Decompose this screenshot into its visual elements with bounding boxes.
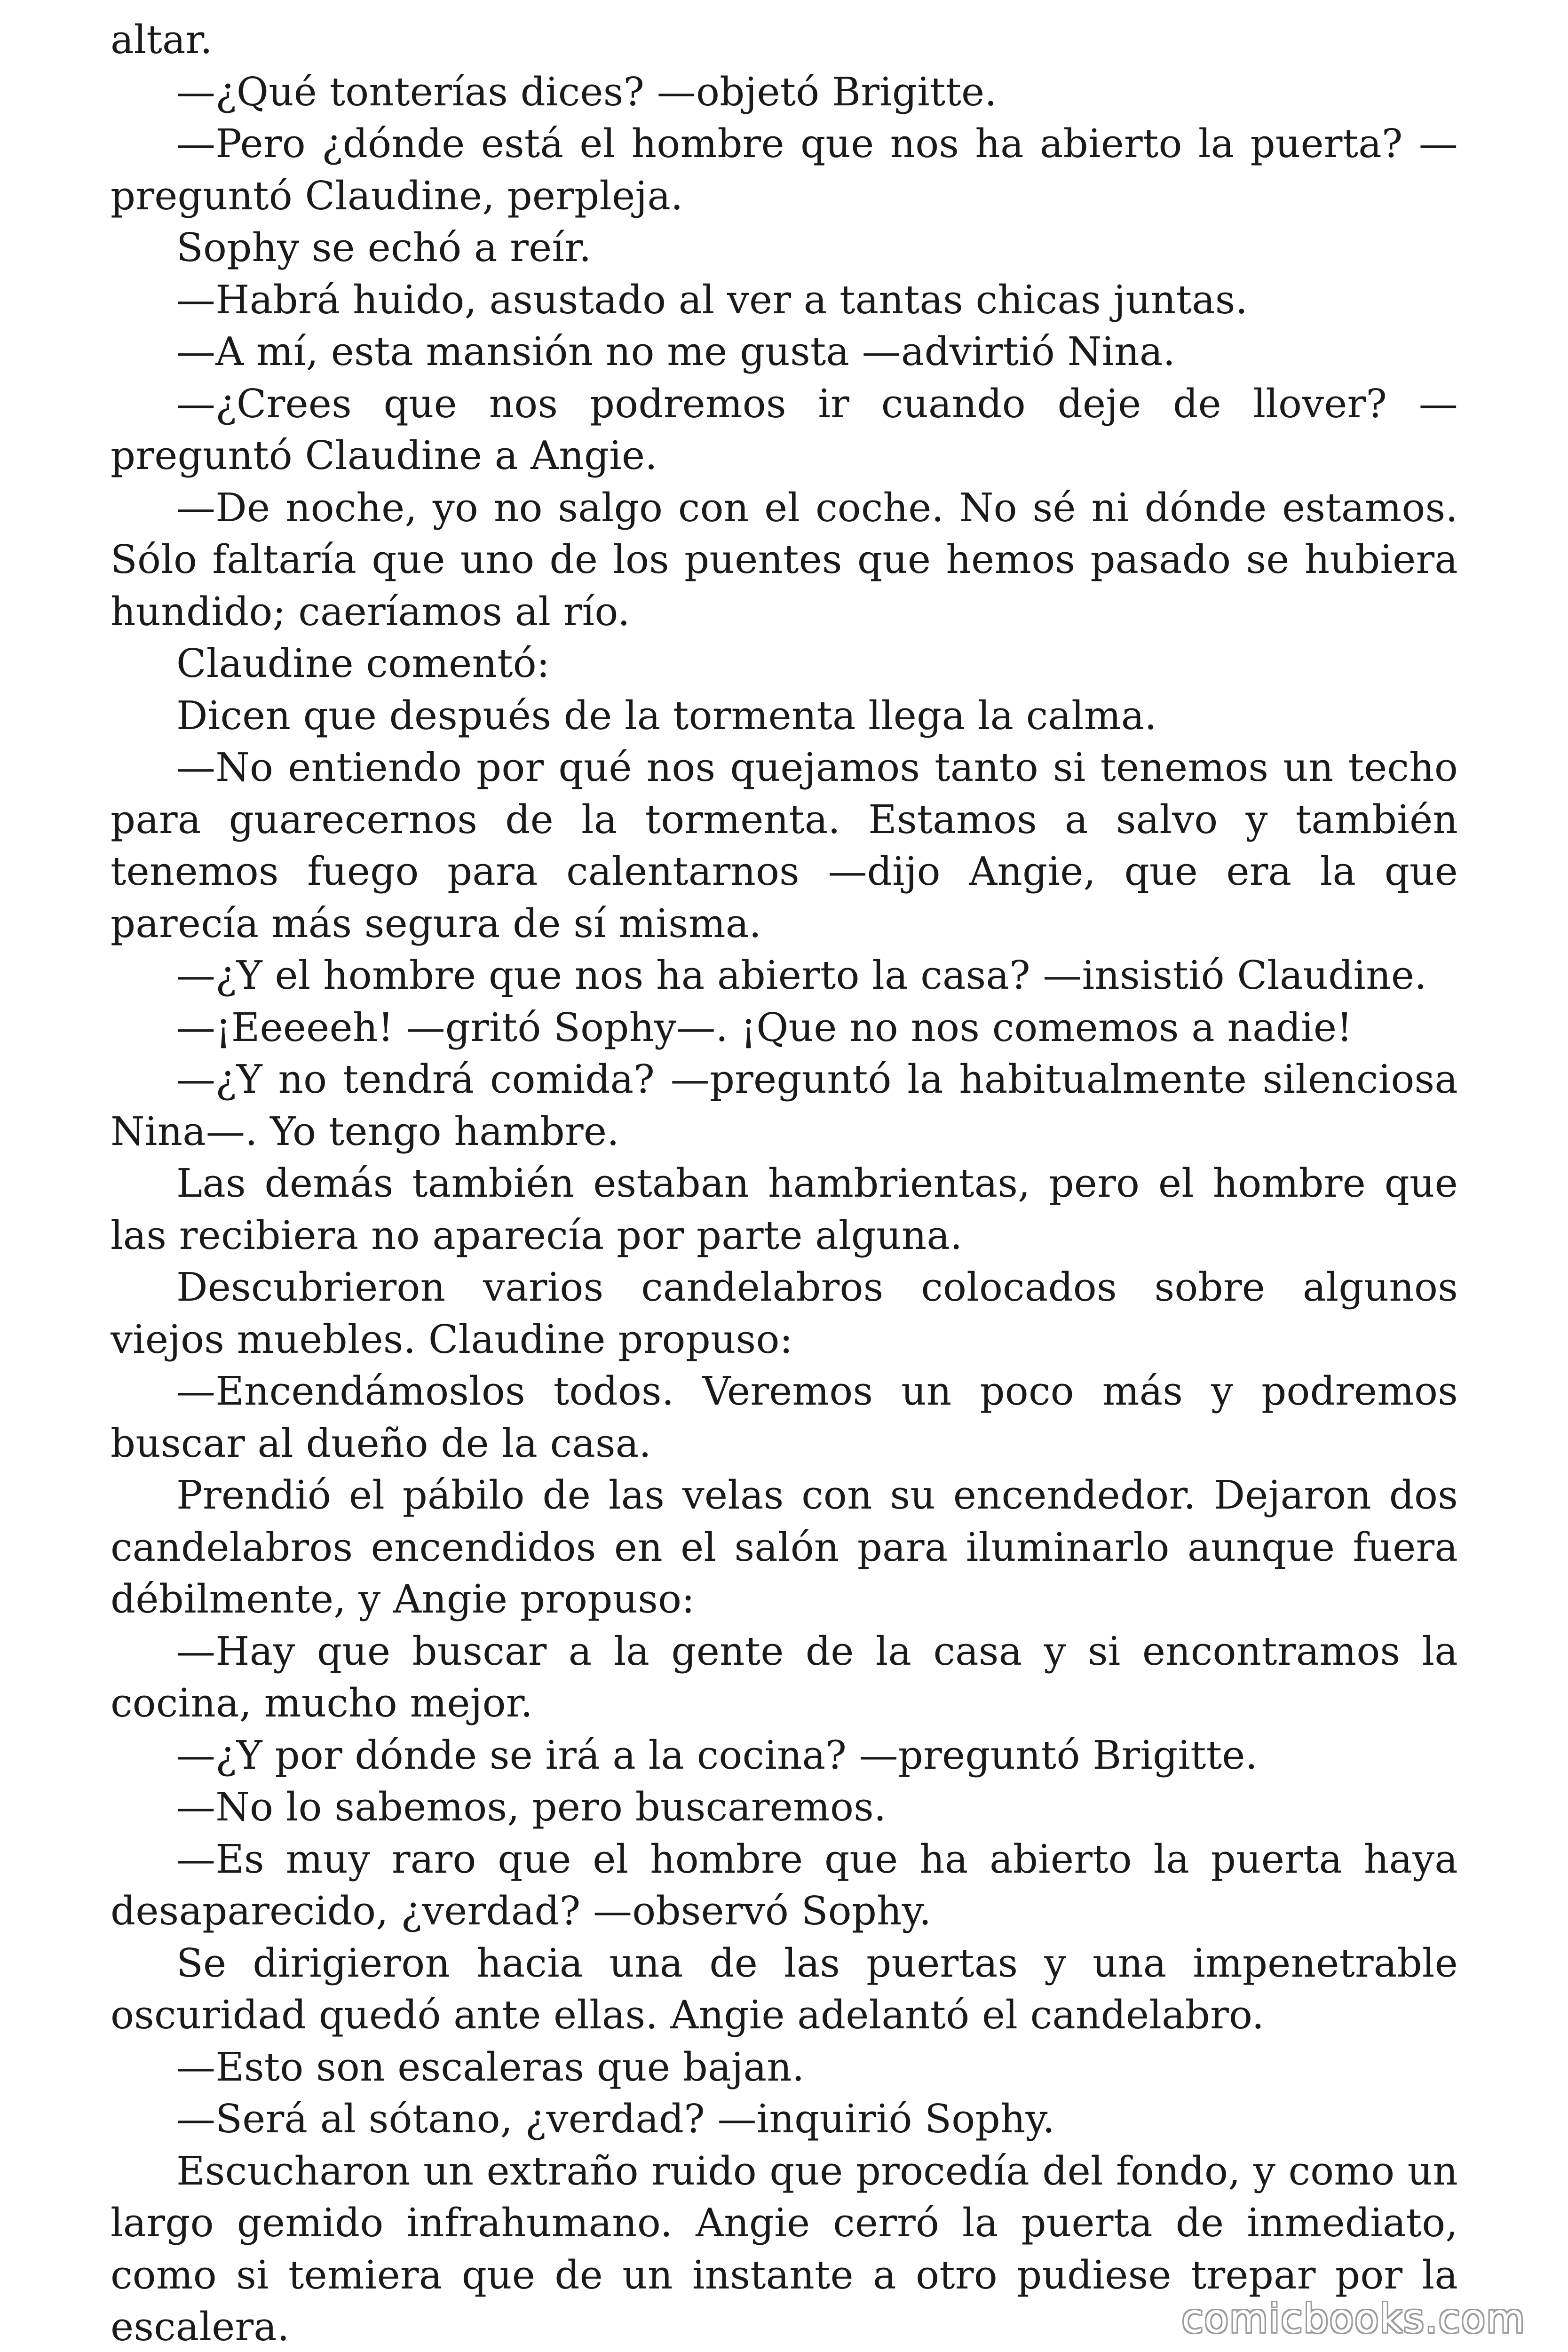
paragraph: —Esto son escaleras que bajan. [176,2044,805,2090]
paragraph: Las demás también estaban hambrientas, pero el hombre que las recibiera no aparecía por parte alguna. [111,1160,1458,1258]
paragraph: —A mí, esta mansión no me gusta —advirtió Nina. [176,329,1176,374]
paragraph: —¿Y no tendrá comida? —preguntó la habitualmente silenciosa Nina—. Yo tengo hambre. [111,1057,1458,1154]
paragraph: Escucharon un extraño ruido que procedía del fondo, y como un largo gemido infrahumano. Angie cerró la puerta de inmediato, como si temiera que de un instante a otro pudiese trepar por la escalera. [111,2148,1458,2350]
paragraph: —¡Eeeeeh! —gritó Sophy—. ¡Que no nos comemos a nadie! [176,1004,1353,1050]
paragraph: —De noche, yo no salgo con el coche. No sé ni dónde estamos. Sólo faltaría que uno de los puentes que hemos pasado se hubiera hundido; caeríamos al río. [111,485,1458,635]
paragraph: —Será al sótano, ¿verdad? —inquirió Sophy. [176,2096,1055,2142]
paragraph: Prendió el pábilo de las velas con su encendedor. Dejaron dos candelabros encendidos en el salón para iluminarlo aunque fuera débilmente, y Angie propuso: [111,1472,1458,1622]
paragraph: —Encendámoslos todos. Veremos un poco más y podremos buscar al dueño de la casa. [111,1368,1458,1466]
paragraph: —¿Qué tonterías dices? —objetó Brigitte. [176,69,997,115]
paragraph: Se dirigieron hacia una de las puertas y una impenetrable oscuridad quedó ante ellas. Angie adelantó el candelabro. [111,1940,1458,2038]
paragraph: —¿Y por dónde se irá a la cocina? —preguntó Brigitte. [176,1732,1258,1778]
paragraph: —Habrá huido, asustado al ver a tantas chicas juntas. [176,277,1248,323]
paragraph: Dicen que después de la tormenta llega la calma. [176,692,1157,739]
paragraph: altar. [111,17,213,63]
paragraph: —¿Y el hombre que nos ha abierto la casa? —insistió Claudine. [176,953,1427,998]
paragraph: —Es muy raro que el hombre que ha abierto la puerta haya desaparecido, ¿verdad? —observó Sophy. [111,1836,1458,1934]
book-page-text [111,14,1458,2352]
paragraph: —¿Crees que nos podremos ir cuando deje de llover? —preguntó Claudine a Angie. [111,381,1458,478]
paragraph: —No entiendo por qué nos quejamos tanto si tenemos un techo para guarecernos de la tormenta. Estamos a salvo y también tenemos fuego para calentarnos —dijo Angie, que era la que parecía más segura de sí misma. [111,745,1458,946]
paragraph: —Pero ¿dónde está el hombre que nos ha abierto la puerta? —preguntó Claudine, perpleja. [111,121,1458,219]
paragraph: Descubrieron varios candelabros colocados sobre algunos viejos muebles. Claudine propuso: [111,1264,1458,1362]
paragraph: Claudine comentó: [176,641,550,686]
watermark: comicbooks.com [1181,2296,1526,2342]
paragraph: —Hay que buscar a la gente de la casa y si encontramos la cocina, mucho mejor. [111,1628,1458,1726]
paragraph: —No lo sabemos, pero buscaremos. [176,1784,887,1830]
paragraph: Sophy se echó a reír. [176,225,592,270]
